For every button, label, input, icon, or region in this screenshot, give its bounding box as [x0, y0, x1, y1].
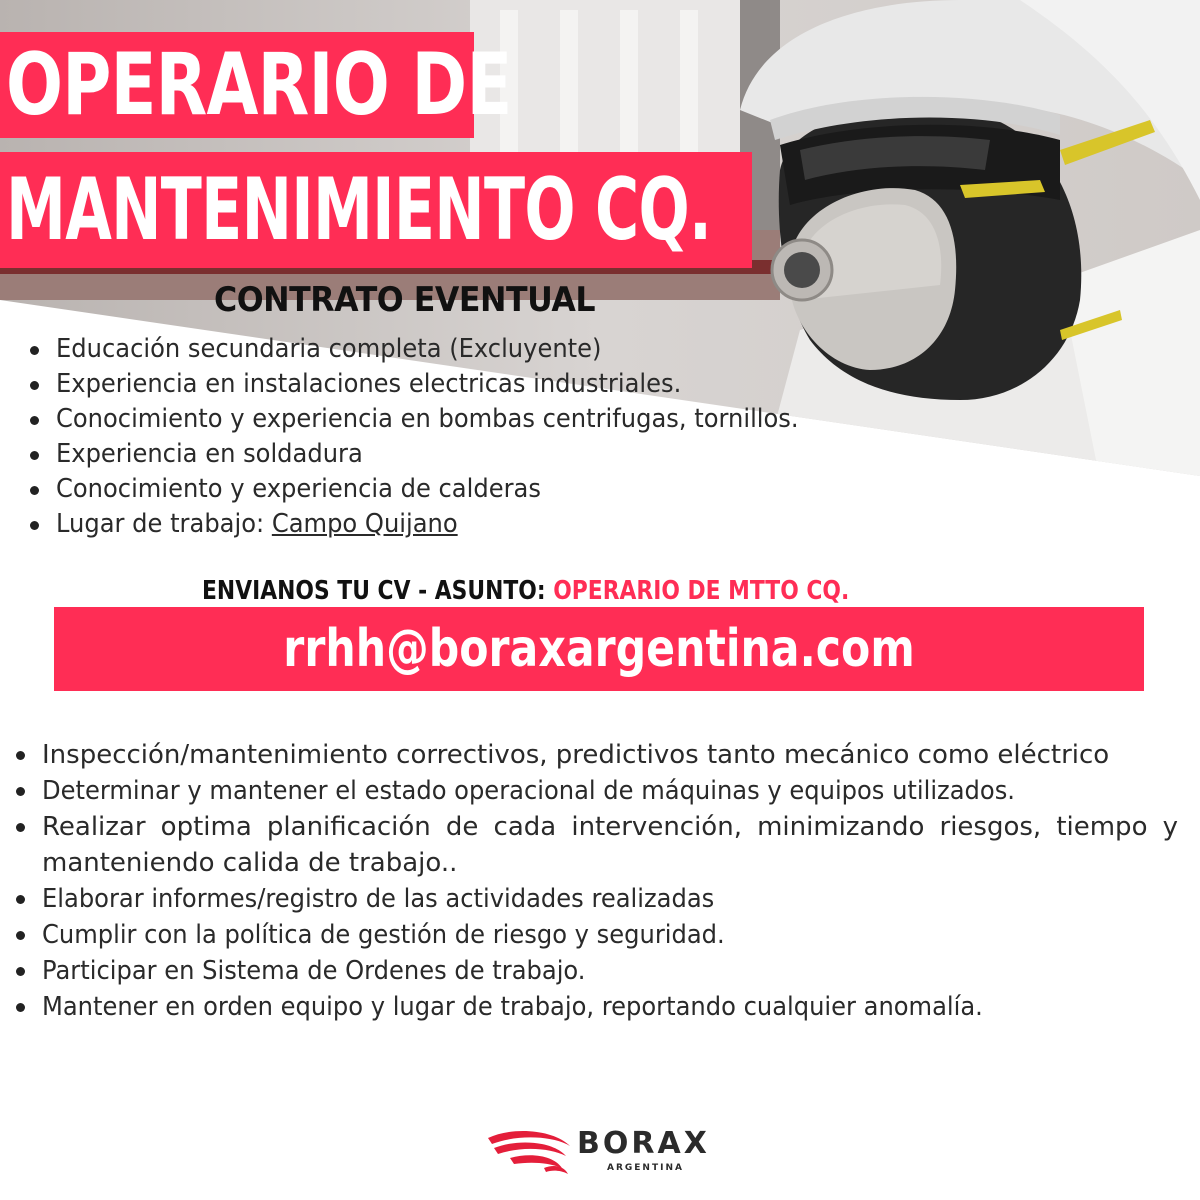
title-line-2 [0, 152, 752, 268]
logo-subtitle: ARGENTINA [607, 1163, 684, 1173]
list-item [56, 367, 854, 402]
requirement-text: Experiencia en soldadura [56, 439, 363, 469]
application-label: ENVIANOS TU CV - ASUNTO: [202, 576, 554, 606]
duty-text: Cumplir con la política de gestión de riesgo y seguridad. [42, 920, 725, 950]
duty-text: Participar en Sistema de Ordenes de trabajo. [42, 956, 586, 986]
list-item [42, 881, 1178, 917]
email-address[interactable]: rrhh@boraxargentina.com [283, 619, 915, 679]
duty-text: Inspección/mantenimiento correctivos, predictivos tanto mecánico como eléctrico [42, 740, 1110, 770]
requirement-text: Educación secundaria completa (Excluyente) [56, 334, 602, 364]
title-line-1-text: OPERARIO DE [6, 35, 512, 135]
requirement-text: Experiencia en instalaciones electricas industriales. [56, 369, 682, 399]
duty-text: Mantener en orden equipo y lugar de trabajo, reportando cualquier anomalía. [42, 992, 983, 1022]
list-item [42, 809, 1178, 881]
workplace-label: Lugar de trabajo: [56, 509, 272, 539]
workplace-value: Campo Quijano [271, 509, 458, 539]
list-item [56, 402, 854, 437]
list-item [56, 437, 854, 472]
application-instructions [202, 576, 849, 606]
application-subject: OPERARIO DE MTTO CQ. [553, 576, 850, 606]
duty-text: Determinar y mantener el estado operacional de máquinas y equipos utilizados. [42, 776, 1015, 806]
duties-list [42, 737, 1178, 1025]
list-item [42, 737, 1178, 773]
requirements-list [56, 332, 854, 542]
list-item [42, 773, 1178, 809]
list-item [42, 917, 1178, 953]
list-item [56, 332, 854, 367]
title-line-2-text: MANTENIMIENTO CQ. [6, 160, 712, 260]
list-item [56, 507, 854, 542]
email-banner[interactable] [54, 607, 1144, 691]
requirement-text: Conocimiento y experiencia de calderas [56, 474, 541, 504]
list-item [42, 989, 1178, 1025]
duty-text: Realizar optima planificación de cada intervención, minimizando riesgos, tiempo y manteniendo calida de trabajo.. [42, 812, 1178, 878]
list-item [56, 472, 854, 507]
list-item [42, 953, 1178, 989]
logo-name: BORAX [577, 1126, 710, 1161]
title-line-1 [0, 32, 512, 138]
duty-text: Elaborar informes/registro de las actividades realizadas [42, 884, 715, 914]
contract-type: CONTRATO EVENTUAL [214, 280, 596, 320]
requirement-text: Conocimiento y experiencia en bombas centrifugas, tornillos. [56, 404, 799, 434]
